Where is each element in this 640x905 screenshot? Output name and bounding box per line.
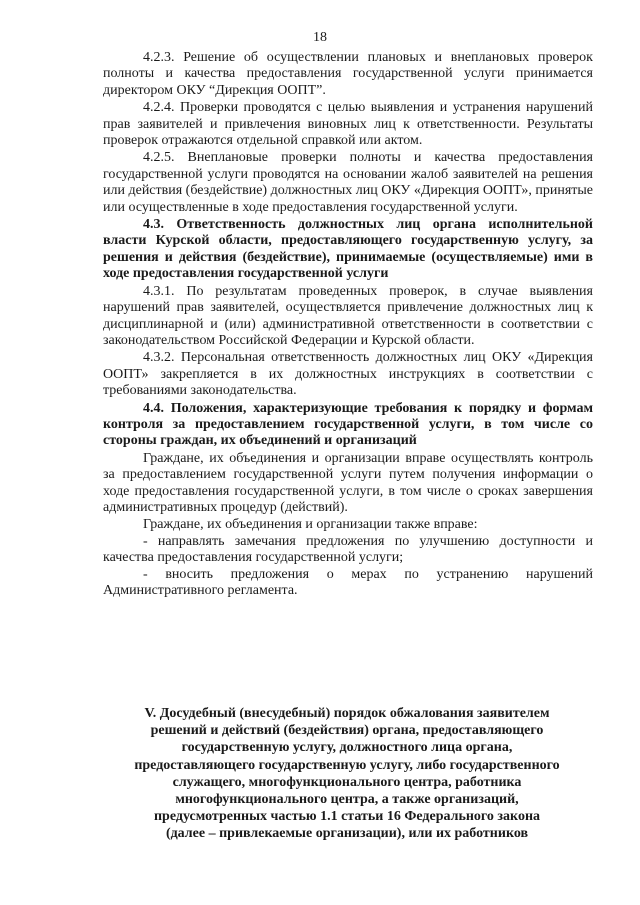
paragraph-citizens-rights: Граждане, их объединения и организации также вправе: [143, 517, 478, 533]
section-v-title-line: предусмотренных частью 1.1 статьи 16 Федерального закона [153, 809, 541, 825]
paragraph-4-3-1: 4.3.1. По результатам проведенных проверок, в случае выявления нарушений прав заявителей, осуществляется привлечение должностных лиц к дисциплинарной и (или) административной ответственности в соответствии с законодательством Российской Федерации и Курской области. [103, 283, 593, 348]
document-body [103, 50, 593, 599]
paragraph-4-3-2: 4.3.2. Персональная ответственность должностных лиц ОКУ «Дирекция ООПТ» закрепляется в их должностных инструкциях в соответствии с требованиями законодательства. [103, 350, 593, 399]
section-v-title-line: служащего, многофункционального центра, работника [172, 774, 522, 790]
section-v-title-line: V. Досудебный (внесудебный) порядок обжалования заявителем [144, 706, 550, 721]
paragraph-citizens-control: Граждане, их объединения и организации вправе осуществлять контроль за предоставлением государственной услуги путем получения информации о ходе предоставления государственной услуги, в том числе о сроках завершения административных процедур (действий). [103, 450, 593, 515]
section-v-title-line: предоставляющего государственную услугу, либо государственного [134, 757, 560, 773]
paragraph-4-2-5: 4.2.5. Внеплановые проверки полноты и качества предоставления государственной услуги проводятся на основании жалоб заявителей на решения или действия (бездействие) должностных лиц ОКУ «Дирекция ООПТ», принятые или осуществленные в ходе предоставления государственной услуги. [103, 150, 593, 215]
heading-4-3: 4.3. Ответственность должностных лиц органа исполнительной власти Курской области, предоставляющего государственную услугу, за решения и действия (бездействие), принимаемые (осуществляемые) ими в ходе предоставления государственной услуги [103, 217, 593, 282]
section-v-title [108, 705, 586, 843]
section-v-title-line: многофункционального центра, а также организаций, [175, 792, 519, 808]
section-v-title-line: решений и действий (бездействия) органа, предоставляющего [150, 723, 544, 739]
list-item: - вносить предложения о мерах по устранению нарушений Административного регламента. [103, 566, 593, 598]
section-v-title-line: государственную услугу, должностного лица органа, [181, 740, 513, 756]
list-item: - направлять замечания предложения по улучшению доступности и качества предоставления государственной услуги; [103, 533, 593, 566]
section-v-title-line: (далее – привлекаемые организации), или их работников [165, 826, 529, 842]
heading-4-4: 4.4. Положения, характеризующие требования к порядку и формам контроля за предоставлением государственной услуги, в том числе со стороны граждан, их объединений и организаций [103, 400, 593, 449]
paragraph-4-2-4: 4.2.4. Проверки проводятся с целью выявления и устранения нарушений прав заявителей и привлечения виновных лиц к ответственности. Результаты проверок отражаются отдельной справкой или актом. [103, 100, 593, 149]
paragraph-4-2-3: 4.2.3. Решение об осуществлении плановых и внеплановых проверок полноты и качества предоставления государственной услуги принимается директором ОКУ “Дирекция ООПТ”. [103, 50, 593, 98]
page-number: 18 [313, 30, 327, 45]
